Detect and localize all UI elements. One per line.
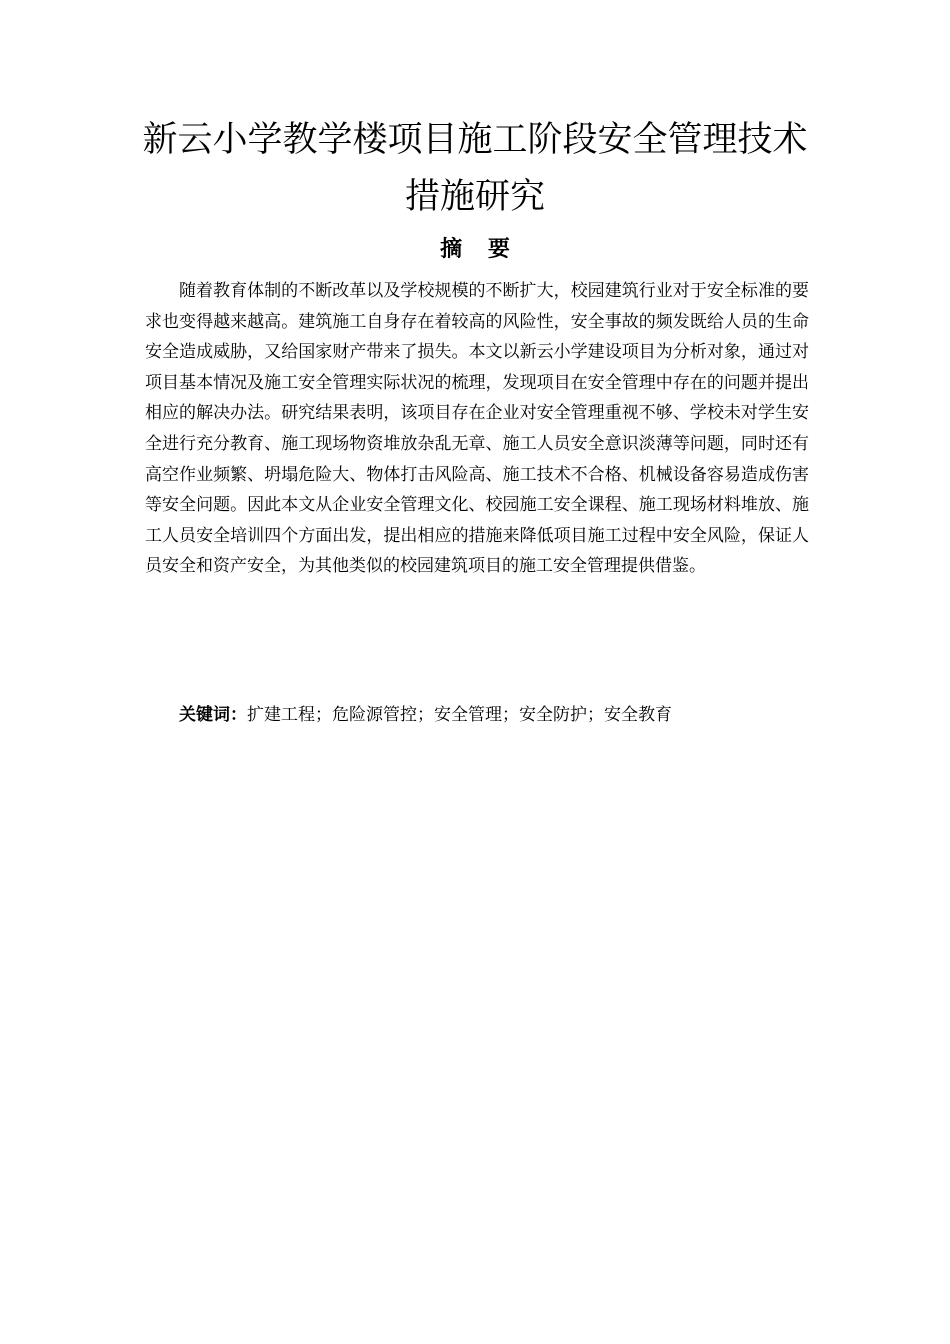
abstract-body: 随着教育体制的不断改革以及学校规模的不断扩大，校园建筑行业对于安全标准的要求也变得越来越高。建筑施工自身存在着较高的风险性，安全事故的频发既给人员的生命安全造成威胁，又给国家财产带来了损失。本文以新云小学建设项目为分析对象，通过对项目基本情况及施工安全管理实际状况的梳理，发现项目在安全管理中存在的问题并提出相应的解决办法。研究结果表明，该项目存在企业对安全管理重视不够、学校未对学生安全进行充分教育、施工现场物资堆放杂乱无章、施工人员安全意识淡薄等问题，同时还有高空作业频繁、坍塌危险大、物体打击风险高、施工技术不合格、机械设备容易造成伤害等安全问题。因此本文从企业安全管理文化、校园施工安全课程、施工现场材料堆放、施工人员安全培训四个方面出发，提出相应的措施来降低项目施工过程中安全风险，保证人员安全和资产安全，为其他类似的校园建筑项目的施工安全管理提供借鉴。 — [145, 281, 809, 577]
keywords-line — [179, 701, 809, 729]
document-title: 新云小学教学楼项目施工阶段安全管理技术措施研究 — [142, 120, 808, 217]
keywords-label: 关键词： — [179, 705, 247, 725]
keywords-text: 扩建工程；危险源管控；安全管理；安全防护；安全教育 — [247, 705, 672, 725]
abstract-heading: 摘 要 — [440, 237, 510, 262]
